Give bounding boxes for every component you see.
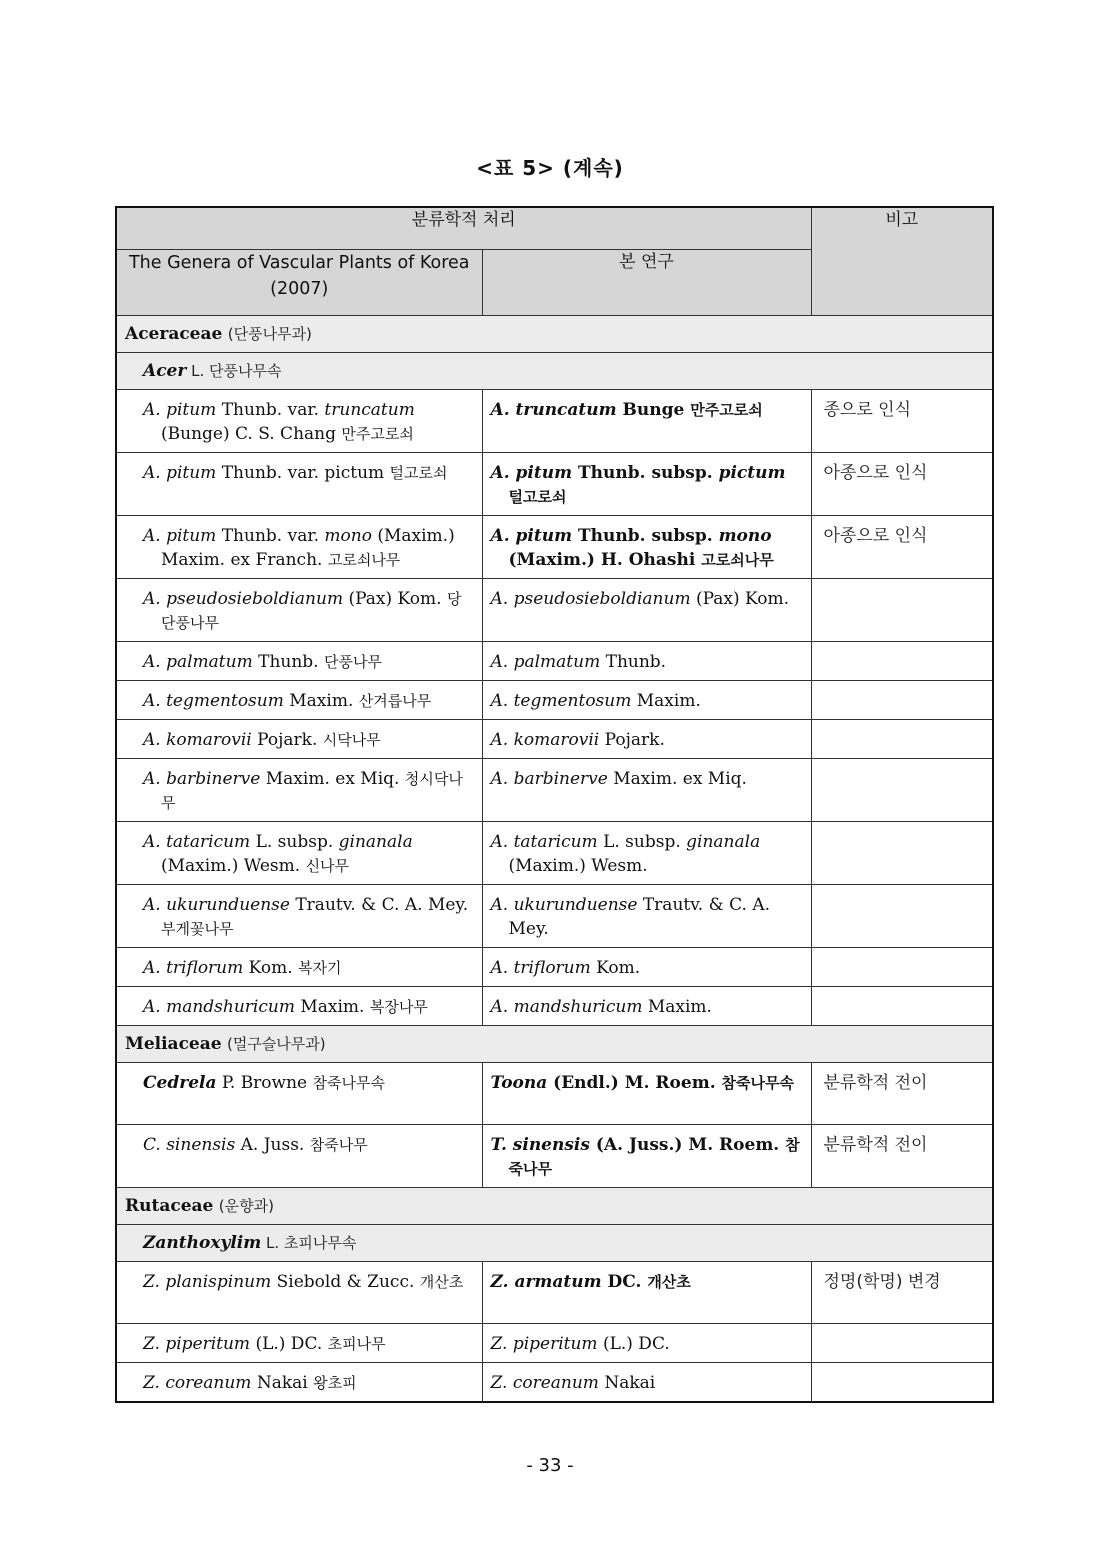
name-text: Thunb.: [600, 651, 667, 672]
scientific-name: A. palmatum: [143, 651, 253, 672]
reference-taxon: [143, 956, 476, 980]
family-korean-name: (멀구슬나무과): [226, 1034, 326, 1053]
name-text: P. Browne: [216, 1072, 313, 1093]
family-cell: [116, 315, 993, 352]
genus-row: [116, 352, 993, 389]
remark-cell: [811, 680, 993, 719]
name-text: L. subsp.: [597, 831, 687, 852]
page-number: - 33 -: [526, 1455, 574, 1476]
reference-taxon-cell: [116, 680, 482, 719]
reference-taxon: [143, 830, 476, 878]
korean-name: 털고로쇠: [389, 463, 448, 482]
remark-cell: [811, 986, 993, 1025]
study-taxon-cell: [482, 947, 811, 986]
korean-name: 복장나무: [369, 997, 428, 1016]
study-taxon: [491, 1133, 805, 1181]
reference-taxon-cell: [116, 389, 482, 452]
header-group: 분류학적 처리: [116, 207, 811, 249]
scientific-name: A. tegmentosum: [143, 690, 284, 711]
reference-taxon: [143, 995, 476, 1019]
study-taxon-cell: [482, 515, 811, 578]
name-text: Maxim.: [283, 690, 359, 711]
korean-name: 개산초: [419, 1272, 464, 1291]
table-row: [116, 1362, 993, 1402]
family-row: [116, 315, 993, 352]
study-taxon: [491, 650, 805, 674]
name-text: Pojark.: [251, 729, 323, 750]
table-row: [116, 1062, 993, 1124]
remark-cell: [811, 719, 993, 758]
scientific-name: A. barbinerve: [490, 768, 608, 789]
reference-taxon: [143, 587, 476, 635]
scientific-name: A. pitum: [143, 399, 217, 420]
study-taxon: [491, 767, 805, 791]
name-text: Thunb. var.: [216, 525, 325, 546]
study-taxon-cell: [482, 1362, 811, 1402]
table-caption: <표 5> (계속): [476, 156, 624, 180]
korean-name: 단풍나무: [323, 652, 382, 671]
family-name: Aceraceae: [125, 323, 223, 344]
scientific-name: Z. piperitum: [143, 1333, 251, 1354]
reference-taxon-cell: [116, 452, 482, 515]
name-text: (Maxim.) Wesm.: [161, 855, 306, 876]
table-row: [116, 680, 993, 719]
study-taxon: [491, 587, 805, 611]
remark-cell: 분류학적 전이: [811, 1124, 993, 1187]
reference-taxon-cell: [116, 515, 482, 578]
remark-cell: [811, 1323, 993, 1362]
reference-taxon-cell: [116, 1362, 482, 1402]
korean-name: 고로쇠나무: [701, 550, 774, 569]
table-row: [116, 821, 993, 884]
reference-taxon-cell: [116, 947, 482, 986]
name-text: Pojark.: [599, 729, 665, 750]
table-row: [116, 986, 993, 1025]
study-taxon: [491, 728, 805, 752]
study-taxon-cell: [482, 1261, 811, 1323]
name-text: Thunb. var. pictum: [216, 462, 390, 483]
study-taxon: [491, 830, 805, 878]
genus-author-korean: L. 초피나무속: [261, 1233, 357, 1252]
table-row: [116, 389, 993, 452]
family-row: [116, 1025, 993, 1062]
scientific-name: A. komarovii: [143, 729, 252, 750]
name-text: Trautv. & C. A. Mey.: [289, 894, 469, 915]
reference-taxon-cell: [116, 1323, 482, 1362]
name-text: Thunb. subsp.: [572, 462, 719, 483]
study-taxon-cell: [482, 578, 811, 641]
scientific-name: A. ukurunduense: [143, 894, 290, 915]
reference-taxon: [143, 1332, 476, 1356]
korean-name: 시닥나무: [322, 730, 381, 749]
name-text: Siebold & Zucc.: [271, 1271, 420, 1292]
scientific-name: A. mandshuricum: [490, 996, 643, 1017]
reference-taxon-cell: [116, 758, 482, 821]
scientific-name: A. palmatum: [490, 651, 601, 672]
reference-taxon: [143, 767, 476, 815]
reference-taxon: [143, 524, 476, 572]
name-text: Bunge: [616, 399, 691, 420]
header-reference: The Genera of Vascular Plants of Korea (2007): [116, 249, 482, 315]
scientific-name: A. triflorum: [490, 957, 591, 978]
remark-cell: [811, 884, 993, 947]
korean-name: 참죽나무속: [721, 1073, 794, 1092]
reference-taxon-cell: [116, 821, 482, 884]
scientific-name: A. triflorum: [143, 957, 244, 978]
korean-name: 털고로쇠: [508, 487, 567, 506]
study-taxon: [491, 461, 805, 509]
remark-cell: 분류학적 전이: [811, 1062, 993, 1124]
korean-name: 고로쇠나무: [327, 550, 401, 569]
reference-taxon: [143, 1071, 476, 1095]
table-row: [116, 947, 993, 986]
korean-name: 왕초피: [313, 1373, 357, 1392]
study-taxon: [491, 995, 805, 1019]
scientific-name: A. pitum: [143, 525, 217, 546]
reference-taxon-cell: [116, 986, 482, 1025]
study-taxon: [491, 1371, 805, 1395]
scientific-name: A. komarovii: [490, 729, 600, 750]
name-text: Nakai: [251, 1372, 314, 1393]
remark-cell: 아종으로 인식: [811, 452, 993, 515]
korean-name: 초피나무: [327, 1334, 386, 1353]
name-text: (A. Juss.) M. Roem.: [589, 1134, 786, 1155]
reference-taxon: [143, 893, 476, 941]
study-taxon-cell: [482, 641, 811, 680]
reference-taxon: [143, 1371, 476, 1395]
study-taxon: [491, 1270, 805, 1294]
name-text: Maxim.: [294, 996, 370, 1017]
study-taxon-cell: [482, 389, 811, 452]
remark-cell: [811, 947, 993, 986]
scientific-name: A. tataricum: [143, 831, 251, 852]
study-taxon: [491, 1071, 805, 1095]
genus-author-korean: L. 단풍나무속: [186, 361, 282, 380]
table-row: [116, 719, 993, 758]
reference-taxon: [143, 1133, 476, 1157]
korean-name: 참죽나무: [508, 1135, 800, 1178]
family-row: [116, 1187, 993, 1224]
study-taxon-cell: [482, 986, 811, 1025]
reference-taxon: [143, 728, 476, 752]
scientific-name: pictum: [718, 462, 786, 483]
family-korean-name: (운향과): [218, 1196, 274, 1215]
table-row: [116, 452, 993, 515]
family-cell: [116, 1025, 993, 1062]
study-taxon-cell: [482, 719, 811, 758]
name-text: (L.) DC.: [250, 1333, 328, 1354]
name-text: (Maxim.) H. Ohashi: [508, 549, 702, 570]
remark-cell: [811, 578, 993, 641]
study-taxon-cell: [482, 1323, 811, 1362]
scientific-name: A. tataricum: [490, 831, 598, 852]
table-row: [116, 758, 993, 821]
korean-name: 당단풍나무: [161, 589, 462, 632]
study-taxon: [491, 1332, 805, 1356]
scientific-name: mono: [718, 525, 772, 546]
scientific-name: Z. armatum: [490, 1271, 602, 1292]
korean-name: 청시닥나무: [161, 769, 463, 812]
name-text: A. Juss.: [235, 1134, 310, 1155]
korean-name: 산겨릅나무: [358, 691, 432, 710]
reference-taxon-cell: [116, 641, 482, 680]
scientific-name: ginanala: [338, 831, 413, 852]
table-row: [116, 578, 993, 641]
scientific-name: A. pitum: [490, 462, 573, 483]
scientific-name: Z. piperitum: [490, 1333, 598, 1354]
name-text: (L.) DC.: [597, 1333, 670, 1354]
name-text: Thunb.: [252, 651, 324, 672]
reference-taxon-cell: [116, 884, 482, 947]
reference-taxon-cell: [116, 1062, 482, 1124]
scientific-name: A. truncatum: [490, 399, 617, 420]
genus-row: [116, 1224, 993, 1261]
reference-taxon-cell: [116, 578, 482, 641]
scientific-name: Toona: [490, 1072, 548, 1093]
name-text: Thunb. subsp.: [572, 525, 719, 546]
study-taxon: [491, 956, 805, 980]
scientific-name: A. tegmentosum: [490, 690, 632, 711]
reference-taxon-cell: [116, 719, 482, 758]
scientific-name: Z. coreanum: [490, 1372, 599, 1393]
scientific-name: Z. planispinum: [143, 1271, 272, 1292]
reference-taxon: [143, 461, 476, 485]
korean-name: 만주고로쇠: [690, 400, 763, 419]
scientific-name: T. sinensis: [490, 1134, 590, 1155]
name-text: Trautv. & C. A. Mey.: [508, 894, 771, 939]
scientific-name: A. pseudosieboldianum: [143, 588, 344, 609]
korean-name: 부게꽃나무: [161, 919, 234, 938]
study-taxon-cell: [482, 1062, 811, 1124]
reference-taxon: [143, 689, 476, 713]
study-taxon-cell: [482, 884, 811, 947]
scientific-name: A. pseudosieboldianum: [490, 588, 691, 609]
family-cell: [116, 1187, 993, 1224]
name-text: DC.: [601, 1271, 648, 1292]
study-taxon: [491, 524, 805, 572]
name-text: L. subsp.: [250, 831, 339, 852]
family-name: Meliaceae: [125, 1033, 222, 1054]
scientific-name: truncatum: [324, 399, 415, 420]
name-text: Maxim.: [631, 690, 701, 711]
scientific-name: A. mandshuricum: [143, 996, 295, 1017]
scientific-name: ginanala: [686, 831, 761, 852]
scientific-name: Z. coreanum: [143, 1372, 252, 1393]
table-body: [116, 315, 993, 1402]
remark-cell: [811, 1362, 993, 1402]
table-row: [116, 1124, 993, 1187]
name-text: Nakai: [598, 1372, 656, 1393]
name-text: (Endl.) M. Roem.: [547, 1072, 722, 1093]
family-name: Rutaceae: [125, 1195, 214, 1216]
study-taxon: [491, 398, 805, 422]
name-text: (Maxim.) Wesm.: [508, 855, 648, 876]
study-taxon-cell: [482, 680, 811, 719]
genus-name: Acer: [143, 360, 187, 381]
remark-cell: 정명(학명) 변경: [811, 1261, 993, 1323]
name-text: Maxim. ex Miq.: [607, 768, 747, 789]
korean-name: 만주고로쇠: [341, 424, 414, 443]
genus-cell: [116, 1224, 993, 1261]
genus-cell: [116, 352, 993, 389]
name-text: (Maxim.) Maxim. ex Franch.: [161, 525, 455, 570]
name-text: Maxim. ex Miq.: [260, 768, 405, 789]
korean-name: 신나무: [305, 856, 350, 875]
table-row: [116, 884, 993, 947]
header-this-study: 본 연구: [482, 249, 811, 315]
name-text: (Bunge) C. S. Chang: [161, 423, 342, 444]
korean-name: 복자기: [298, 958, 342, 977]
study-taxon-cell: [482, 758, 811, 821]
remark-cell: 종으로 인식: [811, 389, 993, 452]
name-text: Thunb. var.: [216, 399, 325, 420]
korean-name: 참죽나무속: [312, 1073, 385, 1092]
reference-taxon: [143, 1270, 476, 1294]
remark-cell: [811, 821, 993, 884]
reference-taxon: [143, 650, 476, 674]
korean-name: 개산초: [647, 1272, 691, 1291]
study-taxon-cell: [482, 452, 811, 515]
scientific-name: A. pitum: [490, 525, 573, 546]
korean-name: 참죽나무: [309, 1135, 368, 1154]
remark-cell: [811, 641, 993, 680]
table-row: [116, 515, 993, 578]
reference-taxon-cell: [116, 1261, 482, 1323]
study-taxon-cell: [482, 1124, 811, 1187]
name-text: (Pax) Kom.: [690, 588, 790, 609]
scientific-name: A. pitum: [143, 462, 217, 483]
reference-taxon: [143, 398, 476, 446]
taxonomy-table: [115, 206, 994, 1403]
scientific-name: Cedrela: [143, 1072, 217, 1093]
remark-cell: 아종으로 인식: [811, 515, 993, 578]
name-text: Maxim.: [642, 996, 712, 1017]
header-remarks: 비고: [811, 207, 993, 315]
reference-taxon-cell: [116, 1124, 482, 1187]
table-row: [116, 641, 993, 680]
study-taxon: [491, 689, 805, 713]
family-korean-name: (단풍나무과): [227, 324, 312, 343]
name-text: (Pax) Kom.: [343, 588, 447, 609]
scientific-name: C. sinensis: [143, 1134, 236, 1155]
genus-name: Zanthoxylim: [143, 1232, 262, 1253]
table-row: [116, 1261, 993, 1323]
scientific-name: A. ukurunduense: [490, 894, 638, 915]
name-text: Kom.: [590, 957, 641, 978]
study-taxon: [491, 893, 805, 941]
scientific-name: A. barbinerve: [143, 768, 261, 789]
remark-cell: [811, 758, 993, 821]
name-text: Kom.: [243, 957, 299, 978]
study-taxon-cell: [482, 821, 811, 884]
table-row: [116, 1323, 993, 1362]
scientific-name: mono: [324, 525, 372, 546]
